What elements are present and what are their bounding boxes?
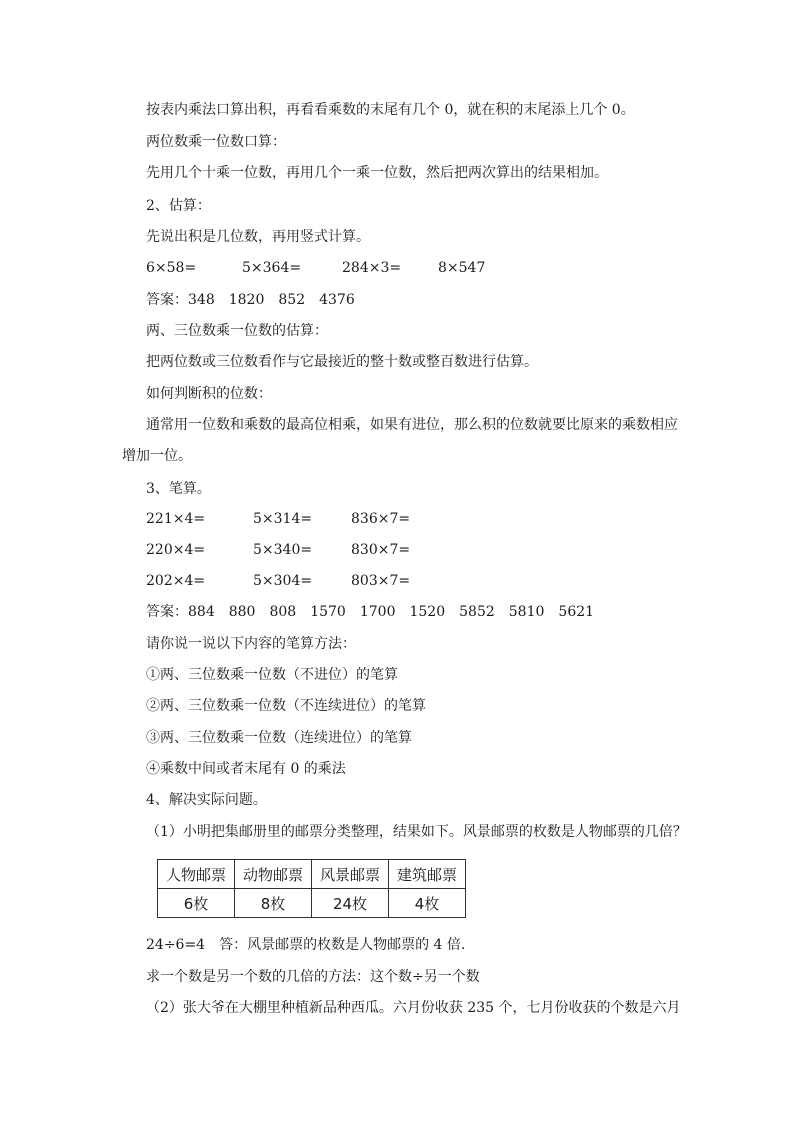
problem-1-answer: 24÷6=4 答：风景邮票的枚数是人物邮票的 4 倍. [146, 937, 466, 953]
table-header-cell: 风景邮票 [312, 860, 389, 889]
problem-2-text: （2）张大爷在大棚里种植新品种西瓜。六月份收获 235 个，七月份收获的个数是六月 [146, 1000, 681, 1016]
text-line-two-digit-method: 先用几个十乘一位数，再用几个一乘一位数，然后把两次算出的结果相加。 [146, 165, 608, 181]
list-item-method: ③两、三位数乘一位数（连续进位）的笔算 [146, 730, 412, 746]
answer-value: 880 [228, 604, 256, 620]
estimate-expr: 8×547 [438, 260, 486, 276]
section-heading-estimate: 2、估算： [146, 198, 211, 214]
calc-expr: 220×4= [146, 542, 206, 558]
estimate-expressions [146, 258, 485, 278]
calc-row [146, 509, 410, 529]
estimate-answers [146, 290, 355, 310]
text-line-times-method: 求一个数是另一个数的几倍的方法：这个数÷另一个数 [146, 969, 480, 985]
answer-label: 答案： [146, 604, 188, 620]
table-header-cell: 人物邮票 [158, 860, 235, 889]
section-heading-word-problems: 4、解决实际问题。 [146, 792, 267, 808]
answer-value: 4376 [319, 292, 355, 308]
answer-value: 1520 [409, 604, 446, 620]
stamp-table [157, 859, 466, 918]
text-line-multiplication-zero: 按表内乘法口算出积，再看看乘数的末尾有几个 0，就在积的末尾添上几个 0。 [146, 102, 635, 118]
calc-row [146, 540, 410, 560]
calc-expr: 202×4= [146, 573, 206, 589]
calc-expr: 5×304= [253, 573, 313, 589]
text-paragraph-digits-method: 通常用一位数和乘数的最高位相乘，如果有进位，那么积的位数就要比原来的乘数相应增加一位。 [122, 417, 678, 464]
calc-expr: 5×340= [253, 542, 313, 558]
calc-expr: 221×4= [146, 511, 206, 527]
table-row [158, 889, 466, 918]
table-header-row [158, 860, 466, 889]
list-item-method: ④乘数中间或者末尾有 0 的乘法 [146, 761, 346, 777]
estimate-expr: 5×364= [242, 260, 302, 276]
calc-expr: 830×7= [351, 542, 411, 558]
calc-answers [146, 602, 594, 622]
estimate-expr: 284×3= [342, 260, 402, 276]
problem-1-text: （1）小明把集邮册里的邮票分类整理，结果如下。风景邮票的枚数是人物邮票的几倍？ [146, 824, 687, 840]
answer-value: 5621 [558, 604, 595, 620]
answer-value: 1820 [228, 292, 265, 308]
answer-value: 1570 [310, 604, 346, 620]
table-cell: 6枚 [158, 889, 235, 918]
text-line-estimate-instruction: 先说出积是几位数，再用竖式计算。 [146, 229, 370, 245]
answer-value: 348 [188, 292, 215, 308]
list-item-method: ①两、三位数乘一位数（不进位）的笔算 [146, 667, 398, 683]
table-header-cell: 动物邮票 [235, 860, 312, 889]
answer-label: 答案： [146, 292, 188, 308]
calc-expr: 836×7= [351, 511, 411, 527]
list-item-method: ②两、三位数乘一位数（不连续进位）的笔算 [146, 698, 426, 714]
text-line-digits-heading: 如何判断积的位数： [146, 386, 272, 402]
table-cell: 24枚 [312, 889, 389, 918]
answer-value: 884 [188, 604, 215, 620]
section-heading-written-calc: 3、笔算。 [146, 481, 211, 497]
text-line-methods-prompt: 请你说一说以下内容的笔算方法： [146, 636, 356, 652]
estimate-expr: 6×58= [146, 260, 197, 276]
answer-value: 5852 [459, 604, 495, 620]
text-line-estimate-method: 把两位数或三位数看作与它最接近的整十数或整百数进行估算。 [146, 354, 538, 370]
text-line-two-digit-heading: 两位数乘一位数口算： [146, 134, 286, 150]
calc-expr: 5×314= [253, 511, 313, 527]
calc-row [146, 571, 410, 591]
answer-value: 5810 [508, 604, 545, 620]
answer-value: 852 [278, 292, 306, 308]
table-header-cell: 建筑邮票 [389, 860, 466, 889]
calc-expr: 803×7= [351, 573, 411, 589]
table-cell: 8枚 [235, 889, 312, 918]
answer-value: 1700 [359, 604, 396, 620]
table-cell: 4枚 [389, 889, 466, 918]
text-line-estimate-heading: 两、三位数乘一位数的估算： [146, 323, 328, 339]
answer-value: 808 [269, 604, 297, 620]
